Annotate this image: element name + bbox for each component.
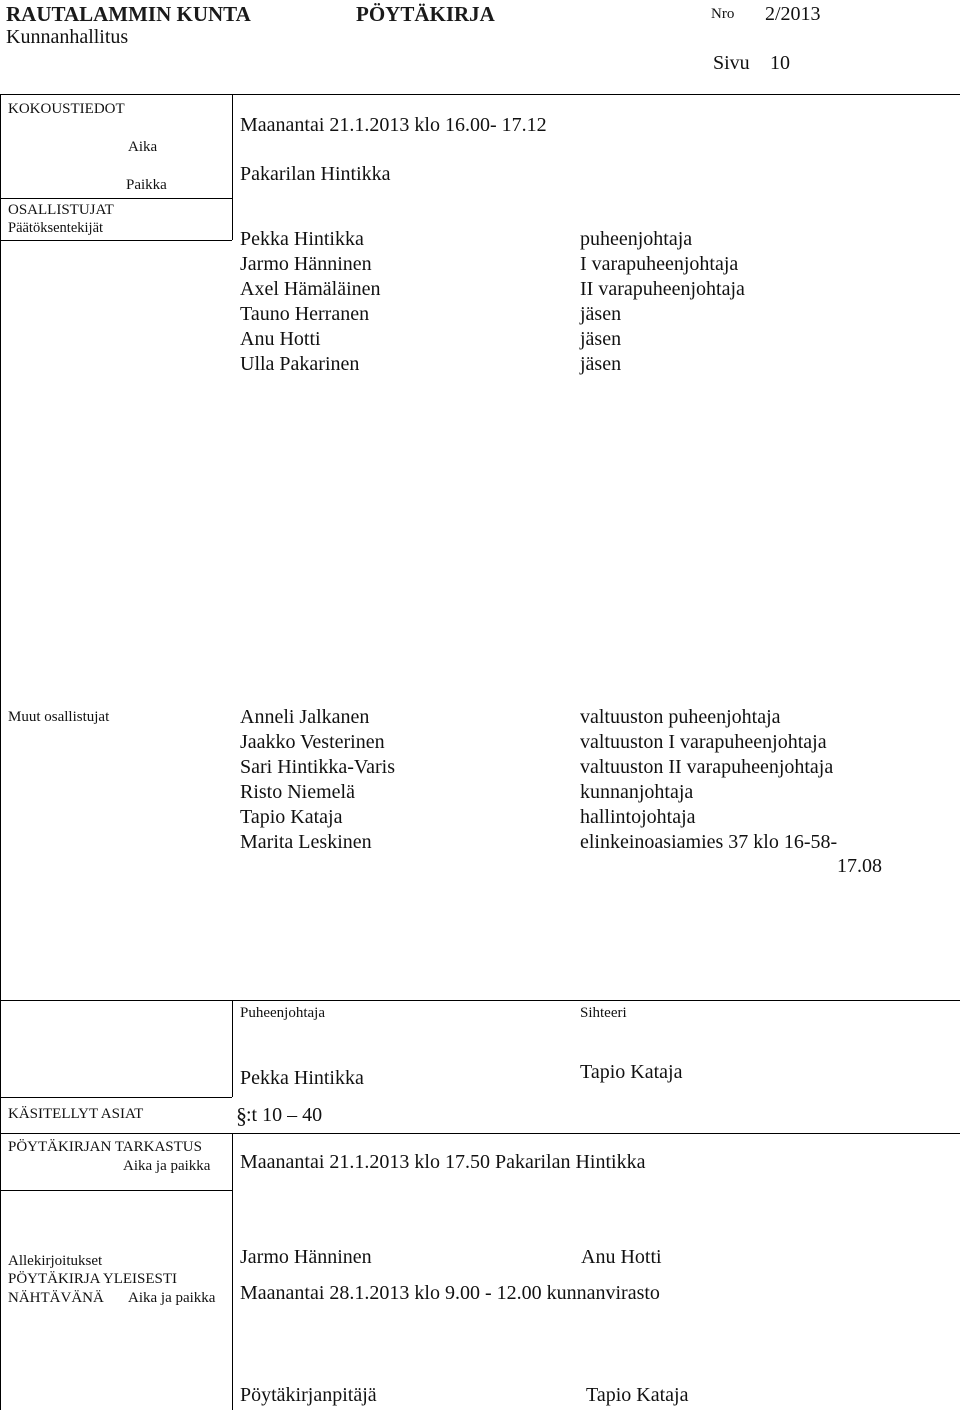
member-role: jäsen [580,303,622,325]
other-name: Marita Leskinen [240,831,372,853]
member-name: Pekka Hintikka [240,228,364,250]
member-names [240,227,381,377]
org-name: RAUTALAMMIN KUNTA [6,2,251,26]
other-roles [580,705,837,855]
review-bottom-line [0,1190,232,1191]
other-role: kunnanjohtaja [580,781,694,803]
other-name: Anneli Jalkanen [240,706,370,728]
meeting-section-label: KOKOUSTIEDOT [8,101,125,117]
body-name: Kunnanhallitus [6,26,129,48]
nro-value: 2/2013 [765,3,821,25]
member-role: puheenjohtaja [580,228,693,250]
chair-label: Puheenjohtaja [240,1005,325,1021]
other-role: valtuuston II varapuheenjohtaja [580,756,834,778]
frame-left-line [0,94,1,1410]
signature-bottom-line [0,1097,232,1098]
column-divider-review [232,1133,233,1190]
items-value: :t 10 – 40 [246,1104,323,1126]
review-value: Maanantai 21.1.2013 klo 17.50 Pakarilan Hintikka [240,1151,646,1173]
other-names [240,705,395,855]
public-label-1: PÖYTÄKIRJA YLEISESTI [8,1271,178,1287]
others-label: Muut osallistujat [8,709,110,725]
keeper-name: Tapio Kataja [586,1384,689,1406]
other-role: elinkeinoasiamies 37 klo 16-58- [580,831,838,853]
keeper-label: Pöytäkirjanpitäjä [240,1384,377,1406]
place-label: Paikka [126,177,167,193]
other-role: valtuuston puheenjohtaja [580,706,781,728]
member-name: Jarmo Hänninen [240,253,372,275]
column-divider-bottom [232,1190,233,1410]
items-bottom-line [0,1133,960,1134]
column-divider-signature [232,1000,233,1097]
nro-label: Nro [711,6,735,22]
secretary-name: Tapio Kataja [580,1061,683,1083]
time-label: Aika [128,139,158,155]
other-name: Jaakko Vesterinen [240,731,385,753]
reviewer-name-2: Anu Hotti [581,1246,662,1268]
member-name: Ulla Pakarinen [240,353,360,375]
member-roles [580,227,745,377]
member-role: II varapuheenjohtaja [580,278,745,300]
role-continuation: 17.08 [837,855,882,877]
member-name: Axel Hämäläinen [240,278,381,300]
public-sub-label: Aika ja paikka [128,1290,216,1306]
member-role: jäsen [580,328,622,350]
place-value: Pakarilan Hintikka [240,163,391,185]
doc-type: PÖYTÄKIRJA [356,2,495,26]
column-divider-top [232,94,233,240]
decision-makers-label: Päätöksentekijät [8,220,104,236]
participants-section-label: OSALLISTUJAT [8,202,114,218]
reviewers-label: Allekirjoitukset [8,1253,103,1269]
public-value: Maanantai 28.1.2013 klo 9.00 - 12.00 kunnanvirasto [240,1282,660,1304]
member-role: jäsen [580,353,622,375]
secretary-label: Sihteeri [580,1005,627,1021]
member-name: Anu Hotti [240,328,321,350]
chair-name: Pekka Hintikka [240,1067,364,1089]
member-name: Tauno Herranen [240,303,370,325]
other-name: Tapio Kataja [240,806,343,828]
frame-top-line [0,94,960,95]
participants-divider-line [0,240,232,241]
public-label-2: NÄHTÄVÄNÄ [8,1290,104,1306]
section-sign-icon: § [236,1103,247,1128]
time-value: Maanantai 21.1.2013 klo 16.00- 17.12 [240,114,547,136]
other-role: hallintojohtaja [580,806,696,828]
signature-top-line [0,1000,960,1001]
page-label: Sivu [713,52,750,74]
reviewer-name-1: Jarmo Hänninen [240,1246,372,1268]
items-label: KÄSITELLYT ASIAT [8,1106,144,1122]
other-name: Sari Hintikka-Varis [240,756,395,778]
member-role: I varapuheenjohtaja [580,253,739,275]
page-value: 10 [770,52,790,74]
other-role: valtuuston I varapuheenjohtaja [580,731,827,753]
meeting-divider-line [0,198,232,199]
review-label: PÖYTÄKIRJAN TARKASTUS [8,1139,202,1155]
other-name: Risto Niemelä [240,781,355,803]
review-sub-label: Aika ja paikka [123,1158,211,1174]
